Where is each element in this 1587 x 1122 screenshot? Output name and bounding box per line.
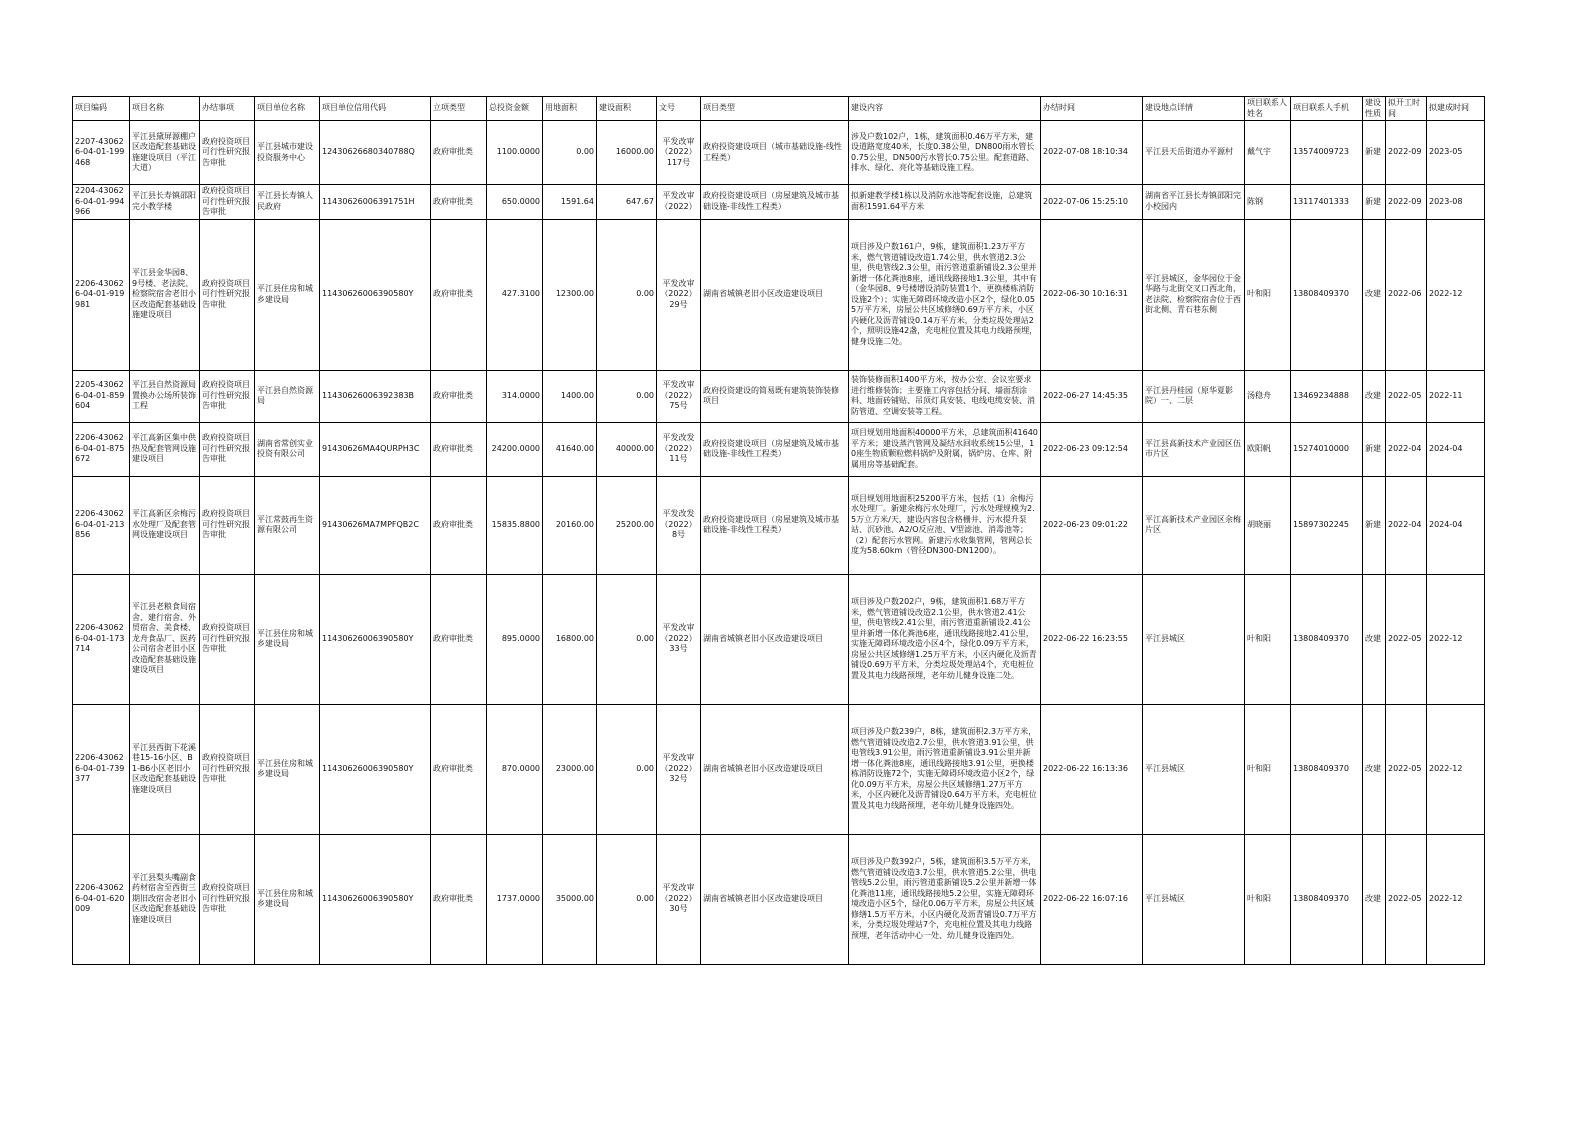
location-cell: 平江高新技术产业园区余梅片区 <box>1143 476 1245 574</box>
matter-cell: 政府投资项目可行性研究报告审批 <box>200 574 255 704</box>
build-area-cell: 0.00 <box>597 704 657 834</box>
name-cell: 平江高新区集中供热及配套管网设施建设项目 <box>130 422 200 476</box>
name-cell: 平江高新区余梅污水处理厂及配套管网设施建设项目 <box>130 476 200 574</box>
code-cell: 2206-430626-04-01-875672 <box>73 422 130 476</box>
name-cell: 平江县梨头嘴副食药材宿舍至西街三期旧改宿舍老旧小区改造配套基础设施建设项目 <box>130 834 200 964</box>
column-header-unit: 项目单位名称 <box>255 97 320 121</box>
contact-cell: 欧阳帆 <box>1245 422 1291 476</box>
matter-cell: 政府投资项目可行性研究报告审批 <box>200 704 255 834</box>
approval-cell: 政府审批类 <box>431 185 487 220</box>
phone-cell: 15274010000 <box>1291 422 1363 476</box>
code-cell: 2204-430626-04-01-994966 <box>73 185 130 220</box>
start-cell: 2022-06 <box>1386 219 1427 370</box>
column-header-location: 建设地点详情 <box>1143 97 1245 121</box>
investment-cell: 314.0000 <box>487 370 543 422</box>
start-cell: 2022-09 <box>1386 121 1427 185</box>
time-cell: 2022-06-27 14:45:35 <box>1041 370 1143 422</box>
type-cell: 政府投资建设项目（房屋建筑及城市基础设施-非线性工程类） <box>701 476 849 574</box>
doc-no-cell: 平发改审（2022）32号 <box>657 704 701 834</box>
matter-cell: 政府投资项目可行性研究报告审批 <box>200 834 255 964</box>
end-cell: 2024-04 <box>1427 422 1485 476</box>
land-area-cell: 1400.00 <box>543 370 597 422</box>
unit-cell: 平江县长寿镇人民政府 <box>255 185 320 220</box>
table-row <box>73 834 1485 964</box>
nature-cell: 新建 <box>1363 476 1386 574</box>
doc-no-cell: 平发改发（2022）11号 <box>657 422 701 476</box>
credit-cell: 11430626006390580Y <box>320 219 431 370</box>
unit-cell: 平江常鼓再生资源有限公司 <box>255 476 320 574</box>
build-area-cell: 40000.00 <box>597 422 657 476</box>
time-cell: 2022-06-22 16:13:36 <box>1041 704 1143 834</box>
phone-cell: 13469234888 <box>1291 370 1363 422</box>
doc-no-cell: 平发改审（2022）29号 <box>657 219 701 370</box>
credit-cell: 11430626006390580Y <box>320 704 431 834</box>
build-area-cell: 0.00 <box>597 574 657 704</box>
build-area-cell: 0.00 <box>597 219 657 370</box>
column-header-matter: 办结事项 <box>200 97 255 121</box>
location-cell: 平江县城区 <box>1143 574 1245 704</box>
content-cell: 项目规划用地面积40000平方米，总建筑面积41640平方米；建设蒸汽管网及凝结水回收系统15公里，10座生物质颗粒燃料锅炉及附属，锅炉房、仓库、附属用房等基础配套。 <box>849 422 1041 476</box>
table-row <box>73 574 1485 704</box>
table-row <box>73 476 1485 574</box>
content-cell: 项目规划用地面积25200平方米，包括（1）余梅污水处理厂。新建余梅污水处理厂，污水处理规模为2.5万立方米/天，建设内容包含格栅井、污水提升泵站、沉砂池、A2/O反应池、V型滤池、消毒池等；（2）配套污水管网。新建污水收集管网，管网总长度为58.60km（管径DN300-DN1200）。 <box>849 476 1041 574</box>
build-area-cell: 16000.00 <box>597 121 657 185</box>
name-cell: 平江县黛屏源棚户区改造配套基础设施建设项目（平江大道） <box>130 121 200 185</box>
start-cell: 2022-05 <box>1386 704 1427 834</box>
phone-cell: 13117401333 <box>1291 185 1363 220</box>
start-cell: 2022-05 <box>1386 574 1427 704</box>
approval-cell: 政府审批类 <box>431 704 487 834</box>
header-row <box>73 97 1485 121</box>
location-cell: 湖南省平江县长寿镇邵阳完小校园内 <box>1143 185 1245 220</box>
code-cell: 2207-430626-04-01-199468 <box>73 121 130 185</box>
phone-cell: 13808409370 <box>1291 574 1363 704</box>
column-header-doc-no: 文号 <box>657 97 701 121</box>
time-cell: 2022-07-06 15:25:10 <box>1041 185 1143 220</box>
type-cell: 湖南省城镇老旧小区改造建设项目 <box>701 834 849 964</box>
phone-cell: 13808409370 <box>1291 704 1363 834</box>
unit-cell: 平江县自然资源局 <box>255 370 320 422</box>
name-cell: 平江县长寿镇邵阳完小教学楼 <box>130 185 200 220</box>
nature-cell: 改建 <box>1363 574 1386 704</box>
column-header-time: 办结时间 <box>1041 97 1143 121</box>
investment-cell: 1737.0000 <box>487 834 543 964</box>
contact-cell: 叶和阳 <box>1245 219 1291 370</box>
doc-no-cell: 平发改审（2022）75号 <box>657 370 701 422</box>
code-cell: 2206-430626-04-01-173714 <box>73 574 130 704</box>
table-row <box>73 185 1485 220</box>
name-cell: 平江县老粮食局宿舍、建行宿舍、外贸宿舍、美食楼、龙舟食品厂、医药公司宿舍老旧小区改造配套基础设施建设项目 <box>130 574 200 704</box>
build-area-cell: 0.00 <box>597 370 657 422</box>
content-cell: 项目涉及户数161户，9栋，建筑面积1.23万平方米，燃气管道铺设改造1.74公里，供水管道2.3公里，供电管线2.3公里，雨污管道重新铺设2.3公里并新增一体化粪池8座，通讯线路接地1.3公里，其中有（金华园8、9号楼增设消防装置1个、更换楼栋消防设施2个）；实施无障碍环境改造小区2个，绿化0.055万平方米，房屋公共区域修缮0.69万平方米，小区内硬化及沥青铺设0.14万平方米，分类垃圾处理站2个，照明设施42盏，充电桩位置及其电力线路预埋，健身设施二处。 <box>849 219 1041 370</box>
location-cell: 平江县天岳街道办平源村 <box>1143 121 1245 185</box>
location-cell: 平江县城区 <box>1143 704 1245 834</box>
unit-cell: 平江县住房和城乡建设局 <box>255 574 320 704</box>
column-header-content: 建设内容 <box>849 97 1041 121</box>
content-cell: 项目涉及户数392户，5栋，建筑面积3.5万平方米，燃气管道铺设改造3.7公里，供水管道5.2公里，供电管线5.2公里，雨污管道重新铺设5.2公里并新增一体化粪池11座，通讯线路接地5.2公里，实施无障碍环境改造小区5个，绿化0.06万平方米，房屋公共区域修缮1.5万平方米，小区内硬化及沥青铺设0.7万平方米，分类垃圾处理站7个，充电桩位置及其电力线路预埋，老年活动中心一处、幼儿健身设施四处。 <box>849 834 1041 964</box>
nature-cell: 改建 <box>1363 834 1386 964</box>
contact-cell: 陈钢 <box>1245 185 1291 220</box>
code-cell: 2206-430626-04-01-620009 <box>73 834 130 964</box>
column-header-start: 拟开工时间 <box>1386 97 1427 121</box>
approval-cell: 政府审批类 <box>431 834 487 964</box>
contact-cell: 叶和阳 <box>1245 574 1291 704</box>
content-cell: 拟新建教学楼1栋以及消防水池等配套设施，总建筑面积1591.64平方米 <box>849 185 1041 220</box>
credit-cell: 91430626MA7MPFQB2C <box>320 476 431 574</box>
column-header-contact: 项目联系人姓名 <box>1245 97 1291 121</box>
phone-cell: 13808409370 <box>1291 834 1363 964</box>
credit-cell: 91430626MA4QURPH3C <box>320 422 431 476</box>
column-header-name: 项目名称 <box>130 97 200 121</box>
table-row <box>73 370 1485 422</box>
land-area-cell: 16800.00 <box>543 574 597 704</box>
type-cell: 湖南省城镇老旧小区改造建设项目 <box>701 219 849 370</box>
approval-cell: 政府审批类 <box>431 219 487 370</box>
content-cell: 涉及户数102户，1栋，建筑面积0.46万平方米，建设道路宽度40米，长度0.38公里，DN800雨水管长0.75公里，DN500污水管长0.75公里。配套道路、排水、绿化、亮化等基础设施工程。 <box>849 121 1041 185</box>
column-header-code: 项目编码 <box>73 97 130 121</box>
credit-cell: 11430626006392383B <box>320 370 431 422</box>
investment-cell: 870.0000 <box>487 704 543 834</box>
start-cell: 2022-09 <box>1386 185 1427 220</box>
end-cell: 2023-08 <box>1427 185 1485 220</box>
content-cell: 装饰装修面积1400平方米，按办公室、会议室要求进行维修装饰；主要施工内容包括分间、墙面刮涂料、地面砖铺贴、吊顶灯具安装、电线电缆安装、消防管道、空调安装等工程。 <box>849 370 1041 422</box>
end-cell: 2022-12 <box>1427 219 1485 370</box>
doc-no-cell: 平发改审（2022）30号 <box>657 834 701 964</box>
type-cell: 政府投资建设项目（城市基础设施-线性工程类） <box>701 121 849 185</box>
unit-cell: 平江县住房和城乡建设局 <box>255 219 320 370</box>
unit-cell: 平江县城市建设投资服务中心 <box>255 121 320 185</box>
name-cell: 平江县金华园8、9号楼、老法院、检察院宿舍老旧小区改造配套基础设施建设项目 <box>130 219 200 370</box>
location-cell: 平江县城区，金华园位于金华路与北街交叉口西北角，老法院、检察院宿舍位于西街北侧、青石巷东侧 <box>1143 219 1245 370</box>
phone-cell: 15897302245 <box>1291 476 1363 574</box>
nature-cell: 改建 <box>1363 219 1386 370</box>
approval-cell: 政府审批类 <box>431 121 487 185</box>
phone-cell: 13808409370 <box>1291 219 1363 370</box>
build-area-cell: 647.67 <box>597 185 657 220</box>
end-cell: 2023-05 <box>1427 121 1485 185</box>
land-area-cell: 12300.00 <box>543 219 597 370</box>
time-cell: 2022-06-30 10:16:31 <box>1041 219 1143 370</box>
land-area-cell: 41640.00 <box>543 422 597 476</box>
type-cell: 政府投资建设的简易既有建筑装饰装修项目 <box>701 370 849 422</box>
build-area-cell: 25200.00 <box>597 476 657 574</box>
contact-cell: 胡晓丽 <box>1245 476 1291 574</box>
table-row <box>73 121 1485 185</box>
credit-cell: 11430626006390580Y <box>320 834 431 964</box>
location-cell: 平江县丹桂园（原华夏影院）一、二层 <box>1143 370 1245 422</box>
land-area-cell: 1591.64 <box>543 185 597 220</box>
unit-cell: 平江县住房和城乡建设局 <box>255 704 320 834</box>
investment-cell: 15835.8800 <box>487 476 543 574</box>
approval-cell: 政府审批类 <box>431 370 487 422</box>
code-cell: 2206-430626-04-01-213856 <box>73 476 130 574</box>
approval-cell: 政府审批类 <box>431 574 487 704</box>
time-cell: 2022-07-08 18:10:34 <box>1041 121 1143 185</box>
contact-cell: 叶和阳 <box>1245 834 1291 964</box>
time-cell: 2022-06-23 09:12:54 <box>1041 422 1143 476</box>
contact-cell: 叶和阳 <box>1245 704 1291 834</box>
column-header-nature: 建设性质 <box>1363 97 1386 121</box>
credit-cell: 11430626006391751H <box>320 185 431 220</box>
time-cell: 2022-06-22 16:23:55 <box>1041 574 1143 704</box>
nature-cell: 新建 <box>1363 121 1386 185</box>
doc-no-cell: 平发改审（2022）117号 <box>657 121 701 185</box>
column-header-build-area: 建设面积 <box>597 97 657 121</box>
investment-cell: 427.3100 <box>487 219 543 370</box>
column-header-end: 拟建成时间 <box>1427 97 1485 121</box>
code-cell: 2205-430626-04-01-859604 <box>73 370 130 422</box>
table-row <box>73 219 1485 370</box>
start-cell: 2022-04 <box>1386 422 1427 476</box>
approval-cell: 政府审批类 <box>431 422 487 476</box>
type-cell: 湖南省城镇老旧小区改造建设项目 <box>701 704 849 834</box>
time-cell: 2022-06-22 16:07:16 <box>1041 834 1143 964</box>
unit-cell: 湖南省常创实业投资有限公司 <box>255 422 320 476</box>
table-row <box>73 704 1485 834</box>
end-cell: 2024-04 <box>1427 476 1485 574</box>
code-cell: 2206-430626-04-01-919981 <box>73 219 130 370</box>
doc-no-cell: 平发改审（2022） <box>657 185 701 220</box>
start-cell: 2022-05 <box>1386 834 1427 964</box>
credit-cell: 12430626680340788Q <box>320 121 431 185</box>
type-cell: 湖南省城镇老旧小区改造建设项目 <box>701 574 849 704</box>
land-area-cell: 23000.00 <box>543 704 597 834</box>
approval-cell: 政府审批类 <box>431 476 487 574</box>
land-area-cell: 35000.00 <box>543 834 597 964</box>
end-cell: 2022-11 <box>1427 370 1485 422</box>
start-cell: 2022-04 <box>1386 476 1427 574</box>
time-cell: 2022-06-23 09:01:22 <box>1041 476 1143 574</box>
matter-cell: 政府投资项目可行性研究报告审批 <box>200 422 255 476</box>
column-header-credit: 项目单位信用代码 <box>320 97 431 121</box>
column-header-type: 项目类型 <box>701 97 849 121</box>
land-area-cell: 20160.00 <box>543 476 597 574</box>
doc-no-cell: 平发改发（2022）8号 <box>657 476 701 574</box>
investment-cell: 24200.0000 <box>487 422 543 476</box>
matter-cell: 政府投资项目可行性研究报告审批 <box>200 121 255 185</box>
name-cell: 平江县自然资源局置换办公场所装饰工程 <box>130 370 200 422</box>
nature-cell: 改建 <box>1363 370 1386 422</box>
table-body <box>73 121 1485 965</box>
matter-cell: 政府投资项目可行性研究报告审批 <box>200 476 255 574</box>
end-cell: 2022-12 <box>1427 704 1485 834</box>
project-table <box>72 96 1485 965</box>
doc-no-cell: 平发改审（2022）33号 <box>657 574 701 704</box>
location-cell: 平江县城区 <box>1143 834 1245 964</box>
matter-cell: 政府投资项目可行性研究报告审批 <box>200 219 255 370</box>
start-cell: 2022-05 <box>1386 370 1427 422</box>
code-cell: 2206-430626-04-01-739377 <box>73 704 130 834</box>
name-cell: 平江县西街下花溪巷15-16小区、B1-B6小区老旧小区改造配套基础设施建设项目 <box>130 704 200 834</box>
end-cell: 2022-12 <box>1427 574 1485 704</box>
credit-cell: 11430626006390580Y <box>320 574 431 704</box>
investment-cell: 650.0000 <box>487 185 543 220</box>
nature-cell: 改建 <box>1363 704 1386 834</box>
build-area-cell: 0.00 <box>597 834 657 964</box>
type-cell: 政府投资建设项目（房屋建筑及城市基础设施-非线性工程类） <box>701 422 849 476</box>
table-row <box>73 422 1485 476</box>
column-header-investment: 总投资金额 <box>487 97 543 121</box>
type-cell: 政府投资建设项目（房屋建筑及城市基础设施-非线性工程类） <box>701 185 849 220</box>
phone-cell: 13574009723 <box>1291 121 1363 185</box>
column-header-approval: 立项类型 <box>431 97 487 121</box>
matter-cell: 政府投资项目可行性研究报告审批 <box>200 370 255 422</box>
investment-cell: 1100.0000 <box>487 121 543 185</box>
end-cell: 2022-12 <box>1427 834 1485 964</box>
nature-cell: 新建 <box>1363 422 1386 476</box>
content-cell: 项目涉及户数239户，8栋，建筑面积2.3万平方米，燃气管道铺设改造2.7公里，供水管道3.91公里，供电管线3.91公里，雨污管道重新铺设3.91公里并新增一体化粪池8座，通讯线路接地3.91公里，更换楼栋消防设施72个，实施无障碍环境改造小区2个，绿化0.09万平方米，房屋公共区域修缮1.27万平方米，小区内硬化及沥青铺设0.64万平方米，充电桩位置及其电力线路预埋，老年幼儿健身设施四处。 <box>849 704 1041 834</box>
column-header-land-area: 用地面积 <box>543 97 597 121</box>
contact-cell: 戴气宇 <box>1245 121 1291 185</box>
contact-cell: 汤稳舟 <box>1245 370 1291 422</box>
content-cell: 项目涉及户数202户，9栋，建筑面积1.68万平方米，燃气管道铺设改造2.1公里，供水管道2.41公里，供电管线2.41公里，雨污管道重新铺设2.41公里并新增一体化粪池6座，通讯线路接地2.41公里，实施无障碍环境改造小区4个，绿化0.09万平方米，房屋公共区域修缮1.25万平方米，小区内硬化及沥青铺设0.69万平方米，分类垃圾处理站4个，充电桩位置及其电力线路预埋，老年幼儿健身设施二处。 <box>849 574 1041 704</box>
investment-cell: 895.0000 <box>487 574 543 704</box>
unit-cell: 平江县住房和城乡建设局 <box>255 834 320 964</box>
location-cell: 平江县高新技术产业园区伍市片区 <box>1143 422 1245 476</box>
column-header-phone: 项目联系人手机 <box>1291 97 1363 121</box>
nature-cell: 新建 <box>1363 185 1386 220</box>
matter-cell: 政府投资项目可行性研究报告审批 <box>200 185 255 220</box>
land-area-cell: 0.00 <box>543 121 597 185</box>
